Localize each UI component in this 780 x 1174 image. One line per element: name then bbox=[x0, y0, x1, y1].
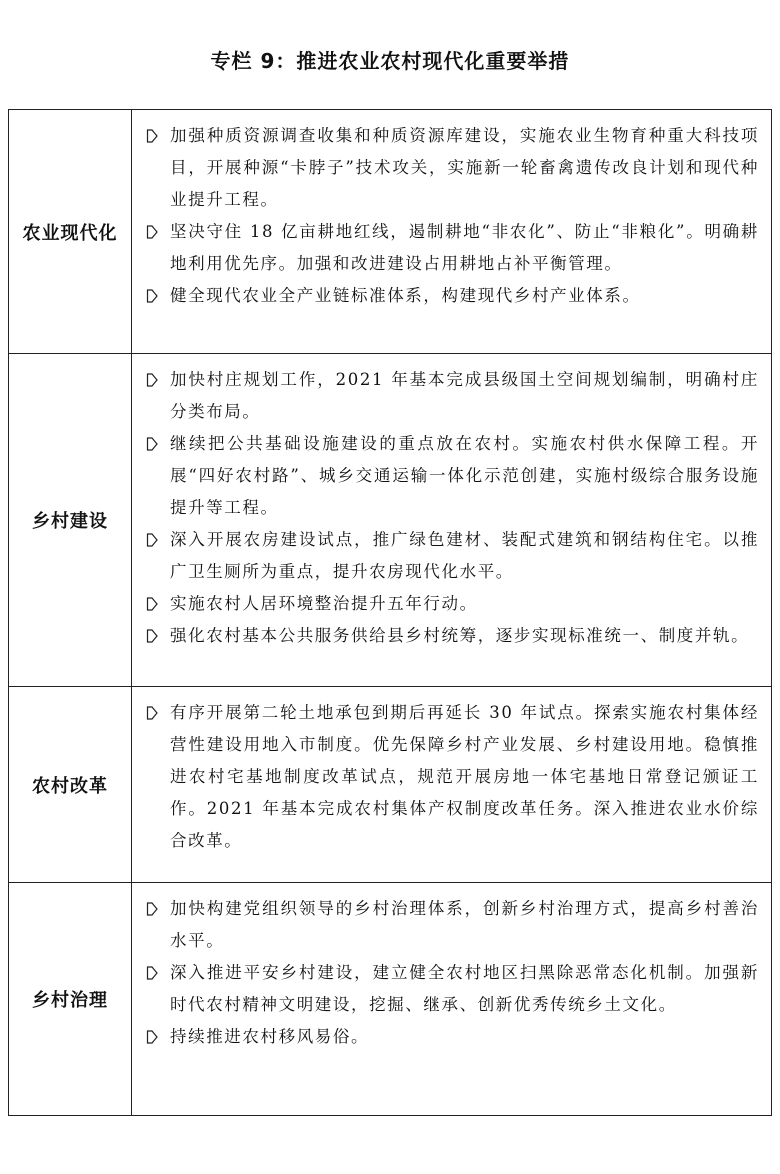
arrow-bullet-icon bbox=[144, 957, 162, 989]
item-text: 加快村庄规划工作，2021 年基本完成县级国土空间规划编制，明确村庄分类布局。 bbox=[170, 370, 759, 421]
items-cell bbox=[132, 687, 772, 883]
table-row bbox=[9, 354, 772, 687]
arrow-bullet-icon bbox=[144, 280, 162, 312]
item-text: 强化农村基本公共服务供给县乡村统筹，逐步实现标准统一、制度并轨。 bbox=[170, 626, 750, 645]
arrow-bullet-icon bbox=[144, 120, 162, 152]
list-item bbox=[144, 428, 759, 524]
table-row bbox=[9, 110, 772, 354]
category-cell: 农村改革 bbox=[9, 687, 132, 883]
item-text: 有序开展第二轮土地承包到期后再延长 30 年试点。探索实施农村集体经营性建设用地入市制度。优先保障乡村产业发展、乡村建设用地。稳慎推进农村宅基地制度改革试点，规范开展房地一体宅基地日常登记颁证工作。2021 年基本完成农村集体产权制度改革任务。深入推进农业水价综合改革。 bbox=[170, 703, 759, 850]
category-cell: 乡村建设 bbox=[9, 354, 132, 687]
list-item bbox=[144, 364, 759, 428]
category-cell: 乡村治理 bbox=[9, 883, 132, 1116]
item-text: 继续把公共基础设施建设的重点放在农村。实施农村供水保障工程。开展“四好农村路”、城乡交通运输一体化示范创建，实施村级综合服务设施提升等工程。 bbox=[170, 434, 759, 517]
list-item bbox=[144, 697, 759, 857]
arrow-bullet-icon bbox=[144, 1021, 162, 1053]
item-text: 加快构建党组织领导的乡村治理体系，创新乡村治理方式，提高乡村善治水平。 bbox=[170, 899, 759, 950]
item-text: 健全现代农业全产业链标准体系，构建现代乡村产业体系。 bbox=[170, 286, 641, 305]
item-text: 深入推进平安乡村建设，建立健全农村地区扫黑除恶常态化机制。加强新时代农村精神文明建设，挖掘、继承、创新优秀传统乡土文化。 bbox=[170, 963, 759, 1014]
list-item bbox=[144, 216, 759, 280]
item-text: 持续推进农村移风易俗。 bbox=[170, 1027, 370, 1046]
list-item bbox=[144, 588, 759, 620]
list-item bbox=[144, 120, 759, 216]
list-item bbox=[144, 893, 759, 957]
item-text: 实施农村人居环境整治提升五年行动。 bbox=[170, 594, 478, 613]
arrow-bullet-icon bbox=[144, 428, 162, 460]
arrow-bullet-icon bbox=[144, 216, 162, 248]
list-item bbox=[144, 620, 759, 652]
arrow-bullet-icon bbox=[144, 697, 162, 729]
item-text: 加强种质资源调查收集和种质资源库建设，实施农业生物育种重大科技项目，开展种源“卡脖子”技术攻关，实施新一轮畜禽遗传改良计划和现代种业提升工程。 bbox=[170, 126, 759, 209]
page-title: 专栏 9：推进农业农村现代化重要举措 bbox=[210, 49, 570, 73]
item-text: 深入开展农房建设试点，推广绿色建材、装配式建筑和钢结构住宅。以推广卫生厕所为重点，提升农房现代化水平。 bbox=[170, 530, 759, 581]
category-cell: 农业现代化 bbox=[9, 110, 132, 354]
item-text: 坚决守住 18 亿亩耕地红线，遏制耕地“非农化”、防止“非粮化”。明确耕地利用优先序。加强和改进建设占用耕地占补平衡管理。 bbox=[170, 222, 759, 273]
arrow-bullet-icon bbox=[144, 524, 162, 556]
items-cell bbox=[132, 110, 772, 354]
list-item bbox=[144, 1021, 759, 1053]
list-item bbox=[144, 280, 759, 312]
arrow-bullet-icon bbox=[144, 620, 162, 652]
items-cell bbox=[132, 883, 772, 1116]
measures-table bbox=[8, 109, 772, 1116]
table-row bbox=[9, 883, 772, 1116]
arrow-bullet-icon bbox=[144, 893, 162, 925]
table-row bbox=[9, 687, 772, 883]
list-item bbox=[144, 524, 759, 588]
arrow-bullet-icon bbox=[144, 588, 162, 620]
arrow-bullet-icon bbox=[144, 364, 162, 396]
list-item bbox=[144, 957, 759, 1021]
items-cell bbox=[132, 354, 772, 687]
